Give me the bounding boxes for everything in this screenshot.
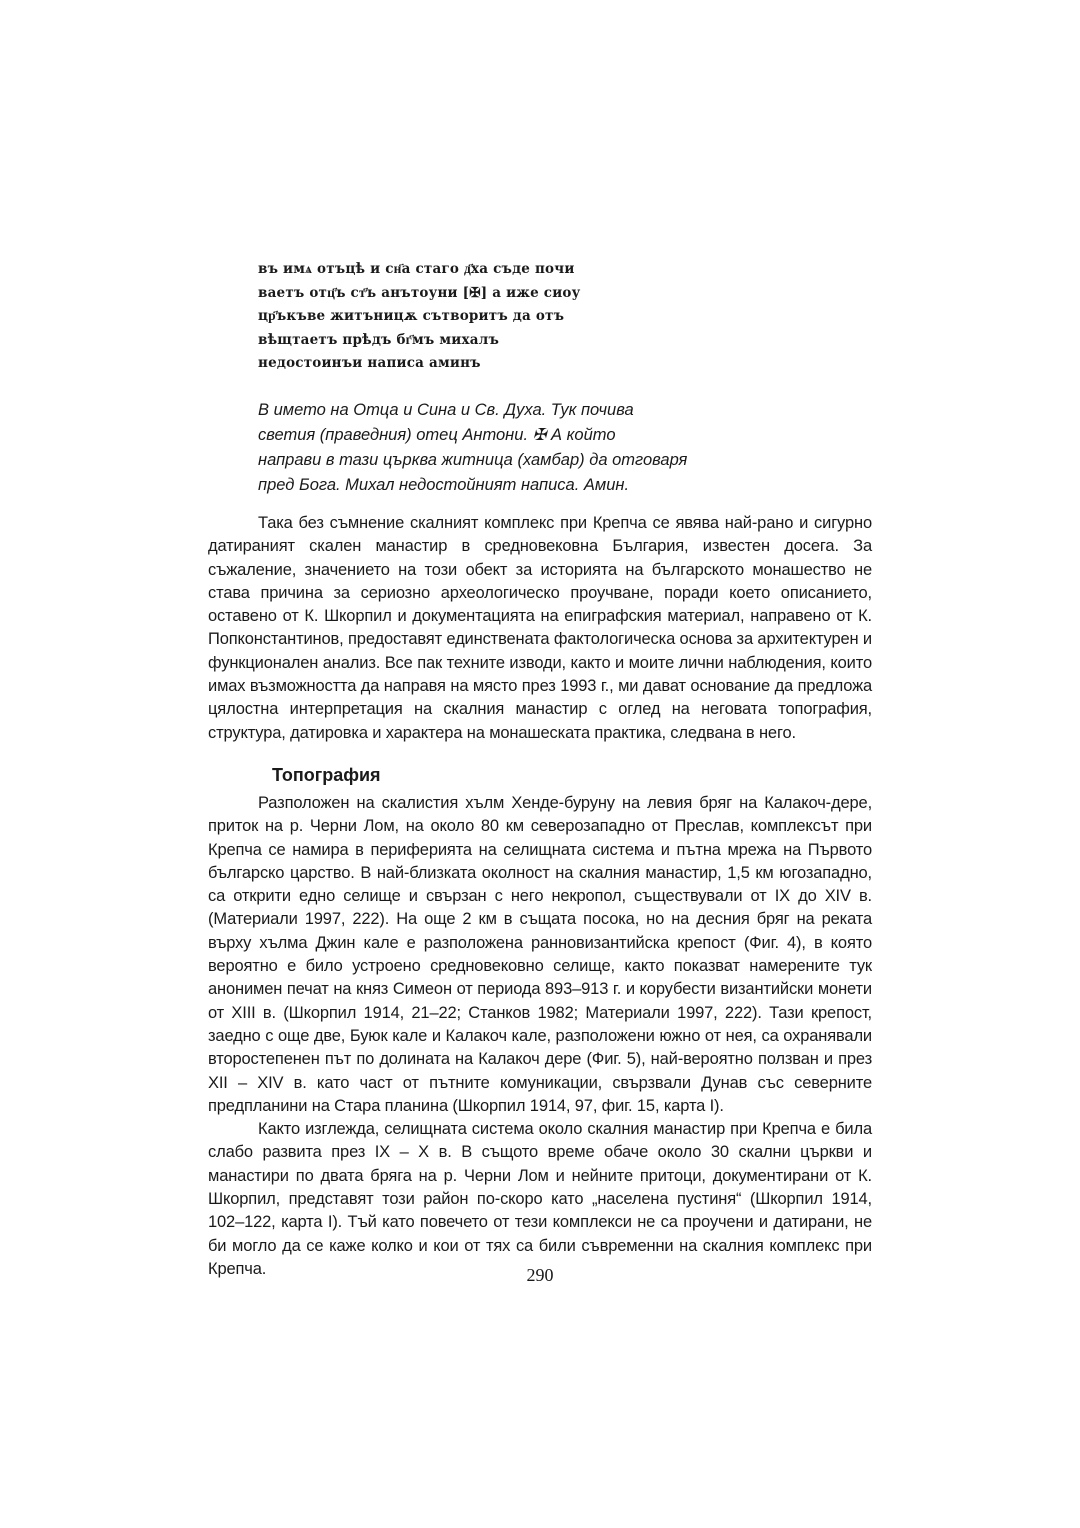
translation-line: светия (праведния) отец Антони. ✠ А който bbox=[258, 426, 616, 444]
body-section-topography bbox=[208, 792, 872, 1281]
old-bulgarian-inscription bbox=[258, 258, 658, 376]
translation-line: пред Бога. Михал недостойният написа. Амин. bbox=[258, 476, 630, 494]
translation-line: В името на Отца и Сина и Св. Духа. Тук почива bbox=[258, 401, 634, 419]
body-section-intro bbox=[208, 512, 872, 745]
inscription-line: недостоинъи написа аминъ bbox=[258, 355, 481, 371]
inscription-line: ваетъ отц҃ъ ст҃ъ анътоуни [✠] а иже сиоу bbox=[258, 284, 581, 301]
page-number: 290 bbox=[526, 1265, 554, 1285]
paragraph: Както изглежда, селищната система около скалния манастир при Крепча е била слабо развита през IX – X в. В същото време обаче около 30 скални църкви и манастири по двата бряга на р. Черни Лом и нейните притоци, документирани от К. Шкорпил, представят този район по-скоро като „населена пустиня“ (Шкорпил 1914, 102–122, карта I). Тъй като повечето от тези комплекси не са проучени и датирани, не би могло да се каже колко и кои от тях са били съвременни на скалния комплекс при Крепча. bbox=[208, 1120, 872, 1278]
paragraph: Разположен на скалистия хълм Хенде-буруну на левия бряг на Калакоч-дере, приток на р. Черни Лом, на около 80 км северозападно от Преслав, комплексът при Крепча се намира в периферията на селищната система и пътна мрежа на Първото българско царство. В най-близката околност на скалния манастир, 1,5 км югозападно, са открити едно селище и свързан с него некропол, съществували от IX до XIV в. (Материали 1997, 222). На още 2 км в същата посока, но на десния бряг на реката върху хълма Джин кале е разположена ранновизантийска крепост (Фиг. 4), в която вероятно е било устроено средновековно селище, както показват намерените тук анонимен печат на княз Симеон от периода 893–913 г. и корубести византийски монети от XIII в. (Шкорпил 1914, 21–22; Станков 1982; Материали 1997, 222). Тази крепост, заедно с още две, Буюк кале и Калакоч кале, разположени южно от нея, са охранявали второстепенен път по долината на Калакоч дере (Фиг. 5), най-вероятно ползван и през XII – XIV в. като част от пътните комуникации, свързвали Дунав със северните предпланини на Стара планина (Шкорпил 1914, 97, фиг. 15, карта I). bbox=[208, 794, 872, 1115]
inscription-translation bbox=[258, 398, 718, 498]
section-heading: Топография bbox=[272, 765, 381, 785]
translation-line: направи в тази църква житница (хамбар) да отговаря bbox=[258, 451, 688, 469]
inscription-line: цр҃ъкъве житъницѫ сътворитъ да отъ bbox=[258, 308, 565, 324]
inscription-line: вѣщтаетъ прѣдъ бг҃мъ михалъ bbox=[258, 331, 499, 348]
inscription-line: въ имѧ отъцѣ и сн҃а стаго д҃ха съде почи bbox=[258, 261, 575, 277]
paragraph: Така без съмнение скалният комплекс при Крепча се явява най-рано и сигурно датираният скален манастир в средновековна България, известен досега. За съжаление, значението на този обект за историята на българското монашество не става причина за сериозно археологическо проучване, поради което описанието, оставено от К. Шкорпил и документацията на епиграфския материал, направено от К. Попконстантинов, предоставят единствената фактологическа основа за архитектурен и функционален анализ. Все пак техните изводи, както и моите лични наблюдения, които имах възможността да направя на място през 1993 г., ми дават основание да предложа цялостна интерпретация на скалния манастир с оглед на неговата топография, структура, датировка и характера на монашеската практика, следвана в него. bbox=[208, 514, 872, 742]
